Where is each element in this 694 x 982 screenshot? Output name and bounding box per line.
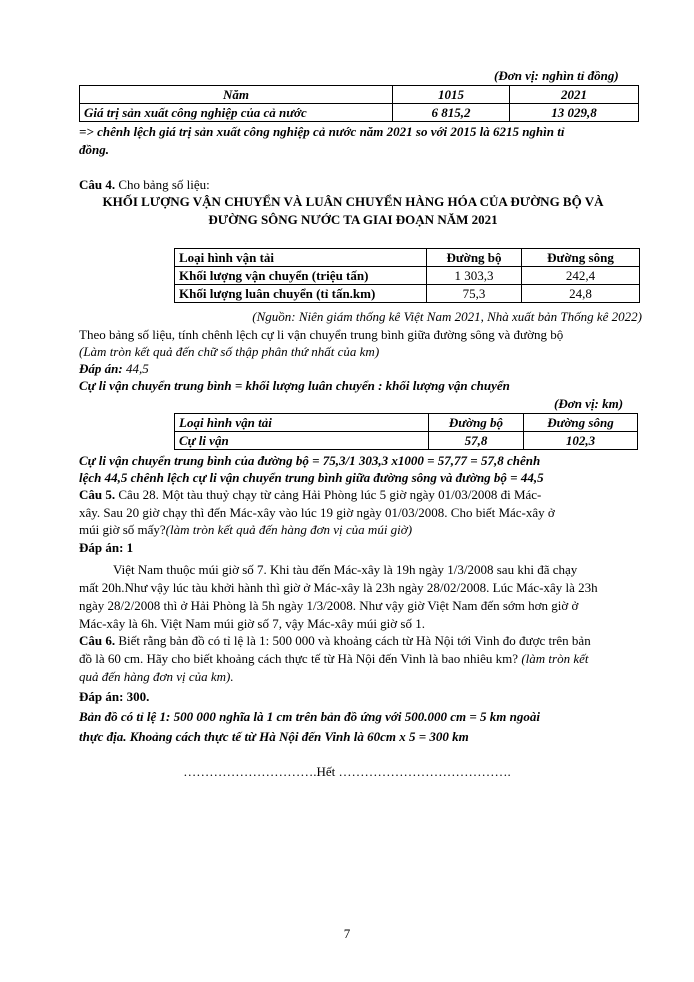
question-label: Câu 6. xyxy=(79,633,116,648)
cau4-answer xyxy=(79,361,149,376)
cau4-explain-line1: Cự li vận chuyển trung bình của đường bộ = 75,3/1 303,3 x1000 = 57,77 = 57,8 chênh xyxy=(79,453,541,468)
table-header-cell: Loại hình vận tải xyxy=(175,414,429,432)
source-note: (Nguồn: Niên giám thống kê Việt Nam 2021, Nhà xuất bản Thống kê 2022) xyxy=(252,309,642,324)
table1-note-line1: => chênh lệch giá trị sản xuất công nghiệp cả nước năm 2021 so với 2015 là 6215 nghìn tỉ xyxy=(79,124,565,139)
table-header-cell: 1015 xyxy=(393,86,510,104)
cau6-answer: Đáp án: 300. xyxy=(79,689,150,704)
cau4-question: Theo bảng số liệu, tính chênh lệch cự li vận chuyển trung bình giữa đường sông và đường bộ xyxy=(79,327,564,342)
cau5-question-line2: xây. Sau 20 giờ chạy thì đến Mác-xây vào lúc 19 giờ ngày 01/03/2008. Cho biết Mác-xây ở xyxy=(79,505,555,520)
question-text: Biết rằng bản đồ có tỉ lệ là 1: 500 000 và khoảng cách từ Hà Nội tới Vinh đo được trên bản xyxy=(115,633,591,648)
cau4-explain-line2: lệch 44,5 chênh lệch cự li vận chuyển trung bình giữa đường sông và đường bộ = 44,5 xyxy=(79,470,544,485)
table1-note-line2: đồng. xyxy=(79,142,109,157)
cau5-question-line1 xyxy=(79,487,541,502)
cau4-title-line1: KHỐI LƯỢNG VẬN CHUYỂN VÀ LUÂN CHUYỂN HÀNG HÓA CỦA ĐƯỜNG BỘ VÀ xyxy=(102,194,604,209)
table-header-cell: Năm xyxy=(80,86,393,104)
transport-table xyxy=(174,248,640,303)
cau4-unit: (Đơn vị: km) xyxy=(554,396,624,411)
table-header-cell: Đường sông xyxy=(524,414,638,432)
production-table xyxy=(79,85,639,122)
table1-unit: (Đơn vị: nghìn tỉ đồng) xyxy=(494,68,619,83)
answer-label: Đáp án: xyxy=(79,361,123,376)
table-header-cell: Đường bộ xyxy=(429,414,524,432)
cau4-instruction: (Làm tròn kết quả đến chữ số thập phân thứ nhất của km) xyxy=(79,344,380,359)
table-cell: 57,8 xyxy=(429,432,524,450)
cau6-explain-line2: thực địa. Khoảng cách thực tế từ Hà Nội đến Vinh là 60cm x 5 = 300 km xyxy=(79,729,469,744)
question-label: Câu 4. xyxy=(79,177,116,192)
question-intro: Cho bảng số liệu: xyxy=(115,177,210,192)
cau6-explain-line1: Bản đồ có tỉ lệ 1: 500 000 nghĩa là 1 cm trên bản đồ ứng với 500.000 cm = 5 km ngoài xyxy=(79,709,540,724)
cau6-question-line3: quả đến hàng đơn vị của km). xyxy=(79,669,234,684)
table-header-cell: Đường sông xyxy=(522,249,640,267)
end-marker: ………………………….Hết …………………………………. xyxy=(183,764,511,779)
table-cell: Cự li vận xyxy=(175,432,429,450)
table-header-cell: Đường bộ xyxy=(427,249,522,267)
cau6-question-line1 xyxy=(79,633,591,648)
table-cell: 1 303,3 xyxy=(427,267,522,285)
table-header-cell: 2021 xyxy=(510,86,639,104)
distance-table xyxy=(174,413,638,450)
cau6-question-line2 xyxy=(79,651,588,666)
question-text: Câu 28. Một tàu thuỷ chạy từ cảng Hải Phòng lúc 5 giờ ngày 01/03/2008 đi Mác- xyxy=(115,487,542,502)
cau5-explain-line4: Mác-xây là 6h. Việt Nam múi giờ số 7, vậy Mác-xây múi giờ số 1. xyxy=(79,616,425,631)
question-instruction: (làm tròn kết xyxy=(521,651,589,666)
table-cell: 6 815,2 xyxy=(393,104,510,122)
question-text: múi giờ số mấy? xyxy=(79,522,166,537)
table-header-cell: Loại hình vận tải xyxy=(175,249,427,267)
cau4-intro xyxy=(79,177,210,192)
cau5-explain-line2: mất 20h.Như vậy lúc tàu khởi hành thì giờ ở Mác-xây là 23h ngày 28/02/2008. Lúc Mác-xây là 23h xyxy=(79,580,598,595)
table-cell: 102,3 xyxy=(524,432,638,450)
table-cell: Khối lượng luân chuyển (tỉ tấn.km) xyxy=(175,285,427,303)
cau4-title-line2: ĐƯỜNG SÔNG NƯỚC TA GIAI ĐOẠN NĂM 2021 xyxy=(208,212,498,227)
table-cell: Khối lượng vận chuyển (triệu tấn) xyxy=(175,267,427,285)
cau5-explain-line3: ngày 28/2/2008 thì ở Hải Phòng là 5h ngày 1/3/2008. Như vậy giờ Việt Nam đến sớm hơn giờ ở xyxy=(79,598,579,613)
table-cell: 75,3 xyxy=(427,285,522,303)
answer-value: 44,5 xyxy=(122,361,149,376)
cau4-formula: Cự li vận chuyển trung bình = khối lượng luân chuyển : khối lượng vận chuyển xyxy=(79,378,510,393)
cau5-question-line3 xyxy=(79,522,412,537)
cau5-answer: Đáp án: 1 xyxy=(79,540,134,555)
table-cell: 13 029,8 xyxy=(510,104,639,122)
table-cell: 24,8 xyxy=(522,285,640,303)
table-cell: 242,4 xyxy=(522,267,640,285)
page-number: 7 xyxy=(343,926,351,941)
question-instruction: (làm tròn kết quả đến hàng đơn vị của múi giờ) xyxy=(165,522,413,537)
question-label: Câu 5. xyxy=(79,487,116,502)
cau5-explain-line1: Việt Nam thuộc múi giờ số 7. Khi tàu đến Mác-xây là 19h ngày 1/3/2008 sau khi đã chạy xyxy=(113,562,578,577)
question-text: đồ là 60 cm. Hãy cho biết khoảng cách thực tế từ Hà Nội đến Vinh là bao nhiêu km? xyxy=(79,651,522,666)
table-cell: Giá trị sản xuất công nghiệp của cả nước xyxy=(80,104,393,122)
